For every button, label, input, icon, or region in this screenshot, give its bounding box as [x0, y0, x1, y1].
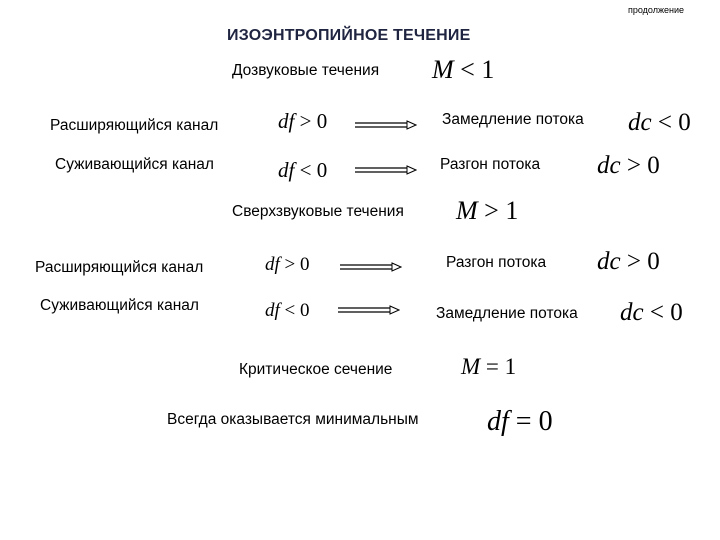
subsonic-heading: Дозвуковые течения — [232, 62, 380, 79]
arrow-icon — [340, 262, 402, 272]
supersonic-row2-df: df < 0 — [265, 300, 310, 321]
subsonic-row2-df: df < 0 — [278, 158, 328, 182]
arrow-icon — [338, 305, 400, 315]
supersonic-row1-channel: Расширяющийся канал — [35, 259, 204, 276]
continuation-note: продолжение — [627, 5, 684, 15]
critical-mach-condition: M = 1 — [461, 354, 517, 379]
subsonic-row1-df: df > 0 — [278, 109, 328, 133]
subsonic-row1-effect: Замедление потока — [442, 111, 584, 128]
supersonic-row2-dc: dc < 0 — [620, 299, 683, 326]
supersonic-row1-effect: Разгон потока — [446, 254, 547, 271]
subsonic-row1-dc: dc < 0 — [628, 109, 691, 136]
critical-statement: Всегда оказывается минимальным — [167, 411, 419, 428]
supersonic-mach-condition: M > 1 — [456, 196, 519, 225]
supersonic-heading: Сверхзвуковые течения — [232, 203, 404, 220]
supersonic-row1-df: df > 0 — [265, 254, 310, 275]
subsonic-mach-condition: M < 1 — [432, 55, 495, 84]
subsonic-row1-channel: Расширяющийся канал — [50, 117, 219, 134]
supersonic-row2-channel: Суживающийся канал — [40, 297, 199, 314]
page-title: ИЗОЭНТРОПИЙНОЕ ТЕЧЕНИЕ — [227, 27, 471, 44]
arrow-icon — [355, 120, 417, 130]
subsonic-row2-dc: dc > 0 — [597, 152, 660, 179]
supersonic-row1-dc: dc > 0 — [597, 248, 660, 275]
supersonic-row2-effect: Замедление потока — [436, 305, 578, 322]
arrow-icon — [355, 165, 417, 175]
subsonic-row2-channel: Суживающийся канал — [55, 156, 214, 173]
subsonic-row2-effect: Разгон потока — [440, 156, 541, 173]
critical-df: df = 0 — [487, 406, 553, 437]
critical-heading: Критическое сечение — [239, 361, 393, 378]
